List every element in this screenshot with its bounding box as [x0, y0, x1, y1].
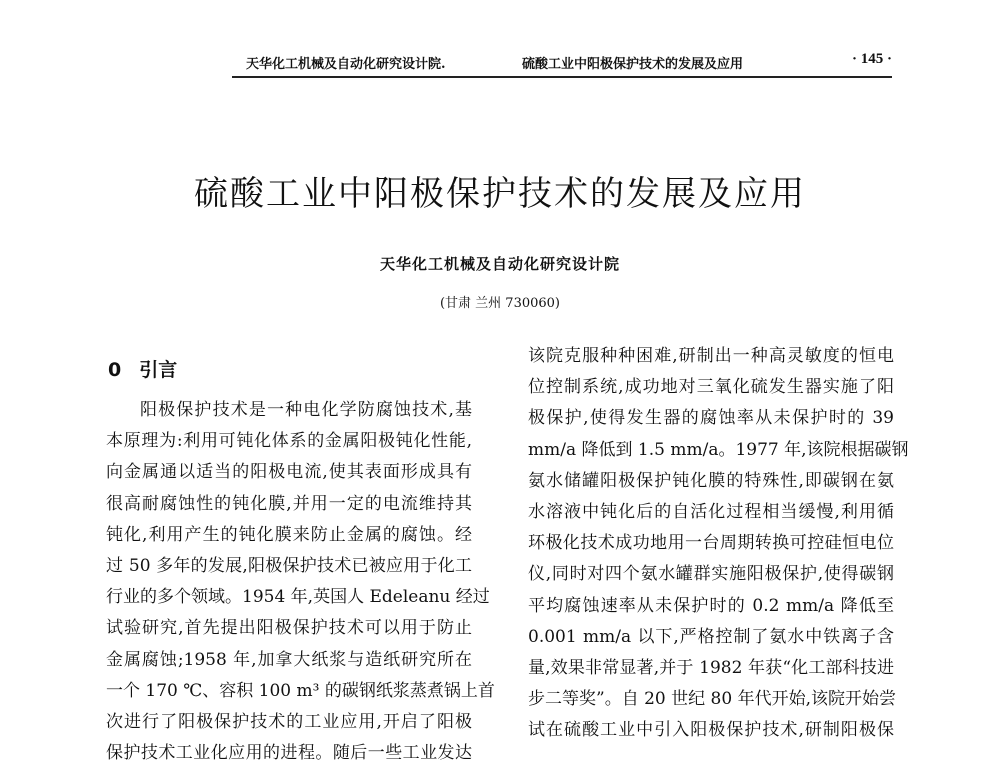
text-line: 氨水储罐阳极保护钝化膜的特殊性,即碳钢在氨 — [528, 470, 894, 491]
text-line: 水溶液中钝化后的自活化过程相当缓慢,利用循 — [528, 502, 894, 523]
text-line: 环极化技术成功地用一台周期转换可控硅恒电位 — [528, 533, 894, 554]
text-line: 极保护,使得发生器的腐蚀率从未保护时的 39 — [528, 408, 894, 429]
page-number: · 145 · — [851, 51, 892, 67]
text-line: 向金属通以适当的阳极电流,使其表面形成具有 — [106, 462, 472, 483]
author-affiliation: 天华化工机械及自动化研究设计院 — [379, 255, 620, 273]
text-line: 次进行了阳极保护技术的工业应用,开启了阳极 — [106, 712, 472, 733]
section-heading — [108, 355, 177, 382]
running-head-article-title: 硫酸工业中阳极保护技术的发展及应用 — [522, 57, 744, 72]
text-line: 一个 170 ℃、容积 100 m³ 的碳钢纸浆蒸煮锅上首 — [106, 680, 495, 701]
text-line: 试在硫酸工业中引入阳极保护技术,研制阳极保 — [528, 720, 894, 741]
affiliation-address: (甘肃 兰州 730060) — [439, 296, 561, 311]
text-line: 平均腐蚀速率从未保护时的 0.2 mm/a 降低至 — [528, 595, 894, 616]
text-line: 钝化,利用产生的钝化膜来防止金属的腐蚀。经 — [106, 524, 472, 545]
text-line: 行业的多个领域。1954 年,英国人 Edeleanu 经过 — [106, 587, 490, 608]
text-line: 该院克服种种困难,研制出一种高灵敏度的恒电 — [528, 346, 894, 366]
text-line: 仪,同时对四个氨水罐群实施阳极保护,使得碳钢 — [528, 564, 894, 585]
right-column — [528, 341, 909, 747]
text-line: 保护技术工业化应用的进程。随后一些工业发达 — [106, 743, 472, 764]
article-title: 硫酸工业中阳极保护技术的发展及应用 — [194, 174, 806, 214]
text-line: 阳极保护技术是一种电化学防腐蚀技术,基 — [140, 400, 472, 420]
section-number: 0 — [108, 359, 122, 381]
section-title: 引言 — [139, 359, 178, 381]
text-line: 试验研究,首先提出阳极保护技术可以用于防止 — [106, 618, 472, 639]
text-line: 金属腐蚀;1958 年,加拿大纸浆与造纸研究所在 — [106, 649, 472, 670]
text-line: 本原理为:利用可钝化体系的金属阳极钝化性能, — [106, 431, 472, 452]
text-line: 过 50 多年的发展,阳极保护技术已被应用于化工 — [106, 556, 472, 577]
text-line: 位控制系统,成功地对三氧化硫发生器实施了阳 — [528, 377, 894, 398]
text-line: mm/a 降低到 1.5 mm/a。1977 年,该院根据碳钢 — [528, 439, 909, 460]
text-line: 很高耐腐蚀性的钝化膜,并用一定的电流维持其 — [106, 493, 472, 514]
running-head — [232, 46, 892, 78]
text-line: 步二等奖”。自 20 世纪 80 年代开始,该院开始尝 — [528, 689, 896, 710]
left-column — [106, 395, 495, 769]
running-head-institute: 天华化工机械及自动化研究设计院. — [246, 57, 446, 72]
text-line: 量,效果非常显著,并于 1982 年获“化工部科技进 — [528, 658, 894, 679]
text-line: 0.001 mm/a 以下,严格控制了氨水中铁离子含 — [528, 626, 894, 647]
